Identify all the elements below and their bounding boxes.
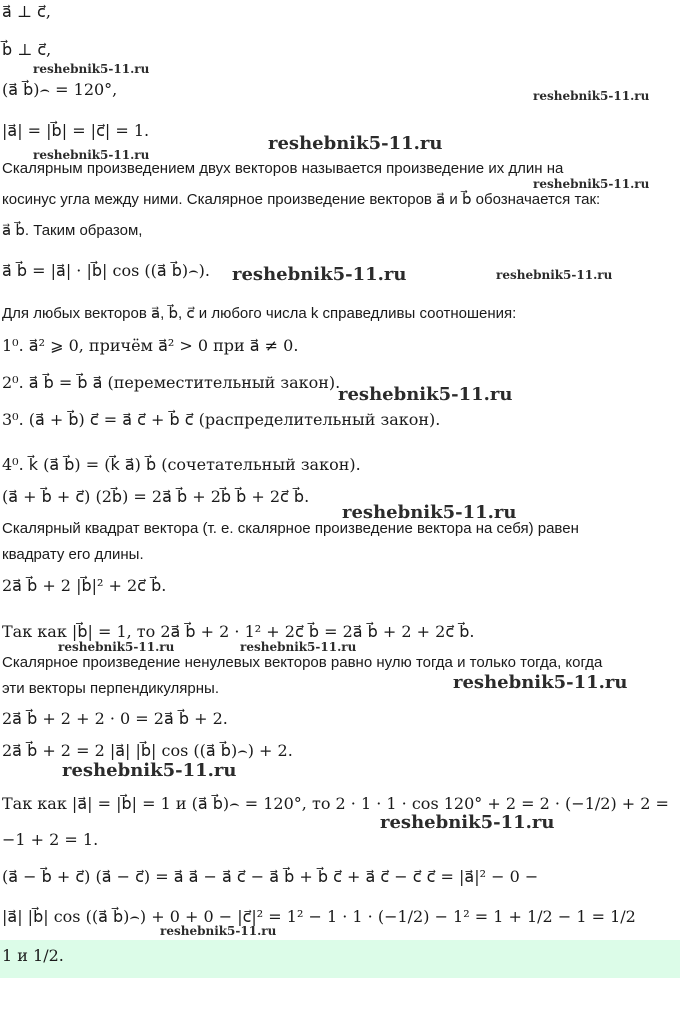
watermark: reshebnik5-11.ru <box>33 62 150 76</box>
watermark: reshebnik5-11.ru <box>533 89 650 103</box>
watermark: reshebnik5-11.ru <box>453 672 628 693</box>
text-line: косинус угла между ними. Скалярное произведение векторов a⃗ и b⃗ обозначается так: <box>2 191 601 208</box>
math-line: 1⁰. a⃗² ⩾ 0, причём a⃗² > 0 при a⃗ ≠ 0. <box>2 336 299 355</box>
text-line: Скалярное произведение ненулевых векторов равно нулю тогда и только тогда, когда <box>2 654 603 671</box>
math-line: (a⃗ − b⃗ + c⃗) (a⃗ − c⃗) = a⃗ a⃗ − a⃗ c⃗ − a⃗ b⃗ + b⃗ c⃗ + a⃗ c⃗ − c⃗ c⃗ = |a⃗|² − 0 − <box>2 867 539 886</box>
watermark: reshebnik5-11.ru <box>160 924 277 938</box>
answer-text: 1 и 1/2. <box>2 946 64 965</box>
math-line: |a⃗| = |b⃗| = |c⃗| = 1. <box>2 121 150 140</box>
math-line: a⃗ ⊥ c⃗, <box>2 2 51 21</box>
watermark: reshebnik5-11.ru <box>232 264 407 285</box>
watermark: reshebnik5-11.ru <box>380 812 555 833</box>
text-line: a⃗ b⃗. Таким образом, <box>2 222 143 239</box>
math-line: −1 + 2 = 1. <box>2 830 99 849</box>
math-line: b⃗ ⊥ c⃗, <box>2 40 52 59</box>
watermark: reshebnik5-11.ru <box>58 640 175 654</box>
text-line: квадрату его длины. <box>2 546 144 563</box>
watermark: reshebnik5-11.ru <box>33 148 150 162</box>
text-line: Скалярный квадрат вектора (т. е. скалярное произведение вектора на себя) равен <box>2 520 579 537</box>
watermark: reshebnik5-11.ru <box>62 760 237 781</box>
math-line: (a⃗ + b⃗ + c⃗) (2b⃗) = 2a⃗ b⃗ + 2b⃗ b⃗ + 2c⃗ b⃗. <box>2 487 310 506</box>
watermark: reshebnik5-11.ru <box>338 384 513 405</box>
math-line: |a⃗| |b⃗| cos ((a⃗ b⃗)⌢) + 0 + 0 − |c⃗|² = 1² − 1 · 1 · (−1/2) − 1² = 1 + 1/2 − 1 = 1/2 <box>2 907 636 926</box>
math-line: 2a⃗ b⃗ + 2 + 2 · 0 = 2a⃗ b⃗ + 2. <box>2 709 228 728</box>
math-line: 2a⃗ b⃗ + 2 = 2 |a⃗| |b⃗| cos ((a⃗ b⃗)⌢) + 2. <box>2 741 293 760</box>
math-line: 3⁰. (a⃗ + b⃗) c⃗ = a⃗ c⃗ + b⃗ c⃗ (распределительный закон). <box>2 410 441 429</box>
watermark: reshebnik5-11.ru <box>533 177 650 191</box>
math-line: 2⁰. a⃗ b⃗ = b⃗ a⃗ (переместительный закон). <box>2 373 341 392</box>
text-line: Для любых векторов a⃗, b⃗, c⃗ и любого числа k справедливы соотношения: <box>2 305 517 322</box>
watermark: reshebnik5-11.ru <box>240 640 357 654</box>
math-line: 4⁰. k⃗ (a⃗ b⃗) = (k⃗ a⃗) b⃗ (сочетательный закон). <box>2 455 361 474</box>
text-line: Скалярным произведением двух векторов называется произведение их длин на <box>2 160 564 177</box>
watermark: reshebnik5-11.ru <box>342 502 517 523</box>
watermark: reshebnik5-11.ru <box>268 133 443 154</box>
math-line: 2a⃗ b⃗ + 2 |b⃗|² + 2c⃗ b⃗. <box>2 576 167 595</box>
watermark: reshebnik5-11.ru <box>496 268 613 282</box>
math-line: Так как |a⃗| = |b⃗| = 1 и (a⃗ b⃗)⌢ = 120°, то 2 · 1 · 1 · cos 120° + 2 = 2 · (−1/2) + 2 = <box>2 794 669 813</box>
math-line: (a⃗ b⃗)⌢ = 120°, <box>2 80 118 99</box>
math-line: Так как |b⃗| = 1, то 2a⃗ b⃗ + 2 · 1² + 2c⃗ b⃗ = 2a⃗ b⃗ + 2 + 2c⃗ b⃗. <box>2 622 475 641</box>
text-line: эти векторы перпендикулярны. <box>2 680 219 697</box>
answer-block <box>0 940 680 978</box>
math-line: a⃗ b⃗ = |a⃗| · |b⃗| cos ((a⃗ b⃗)⌢). <box>2 261 211 280</box>
